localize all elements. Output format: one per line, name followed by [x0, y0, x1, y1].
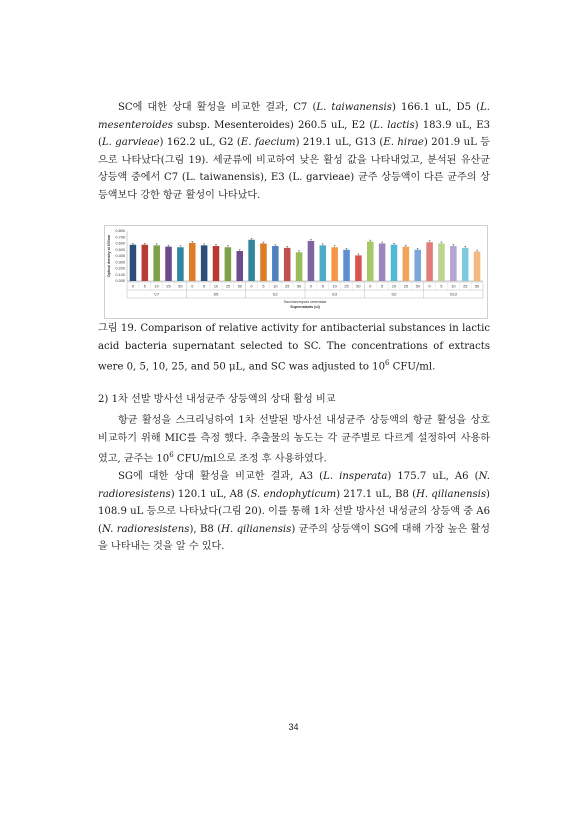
- bar-E2-0: [248, 240, 255, 281]
- text-run: ) 183.9 uL, E3 (: [98, 119, 490, 149]
- x-tick-label: 5: [381, 284, 384, 289]
- group-label-C7: C7: [154, 292, 160, 297]
- chart-subtitle: Saccharomyces cerevisiae: [283, 300, 327, 304]
- bar-C7-5: [142, 245, 149, 281]
- bar-E2-5: [260, 244, 267, 282]
- y-tick-label: 0.000: [115, 279, 125, 284]
- x-tick-label: 5: [321, 284, 324, 289]
- x-tick-label: 50: [178, 284, 183, 289]
- x-tick-label: 0: [250, 284, 253, 289]
- x-tick-label: 10: [213, 284, 219, 289]
- species-name: L. taiwanensis: [316, 102, 392, 113]
- x-tick-label: 25: [403, 284, 408, 289]
- bar-D5-25: [225, 247, 232, 281]
- x-tick-label: 25: [225, 284, 230, 289]
- bar-C7-10: [153, 245, 160, 281]
- species-name: H. qilianensis: [416, 488, 487, 500]
- bar-E3-10: [331, 247, 338, 281]
- bar-C7-25: [165, 247, 172, 281]
- x-tick-label: 5: [440, 284, 443, 289]
- bar-D5-10: [213, 246, 220, 281]
- x-tick-label: 25: [166, 284, 171, 289]
- x-tick-label: 0: [369, 284, 372, 289]
- x-tick-label: 10: [451, 284, 456, 289]
- species-name: L. lactis: [373, 119, 415, 131]
- x-tick-label: 25: [344, 284, 349, 289]
- group-label-G2: G2: [391, 292, 397, 297]
- x-tick-label: 0: [309, 284, 312, 289]
- bar-G13-10: [450, 246, 457, 281]
- text-run: ) 120.1 uL, A8 (: [170, 488, 251, 500]
- bar-D5-50: [236, 251, 243, 281]
- bar-D5-5: [201, 245, 208, 281]
- bar-G2-5: [379, 244, 386, 282]
- bar-G13-50: [474, 252, 481, 281]
- x-tick-label: 10: [332, 284, 337, 289]
- species-name: S. endophyticum: [250, 488, 337, 500]
- caption-text: CFU/ml.: [389, 361, 436, 373]
- x-tick-label: 5: [262, 284, 265, 289]
- mic-paragraph: [98, 412, 490, 468]
- x-tick-label: 5: [203, 284, 206, 289]
- page-number: 34: [288, 722, 299, 732]
- bar-G13-25: [462, 248, 469, 281]
- x-tick-label: 10: [391, 284, 397, 289]
- section-heading: 2) 1차 선발 방사선 내성균주 상등액의 상대 활성 비교: [98, 394, 336, 405]
- x-tick-label: 0: [428, 284, 431, 289]
- bar-G13-5: [438, 244, 445, 282]
- text-run: ) 균주의 상등액이 SG에 대해 가장 높은 활성을 나타내는 것을 알 수 있다.: [98, 523, 490, 553]
- text-run: ) 166.1 uL, D5 (: [391, 102, 481, 113]
- text-run: 항균 활성을 스크리닝하여 1차 선발된 방사선 내성균주 상등액의 항균 활성을 상호 비교하기 위해 MIC를 측정 했다. 추출물의 농도는 각 균주별로 다르게 설정하여 사용하였고, 균주는 10: [98, 415, 490, 465]
- results-paragraph-sc: [98, 99, 490, 205]
- y-tick-label: 0.400: [115, 254, 125, 259]
- y-tick-label: 0.200: [115, 266, 125, 271]
- species-name: L. garvieae: [101, 137, 160, 149]
- text-run: ) 201.9 uL 등으로 나타났다(그림 19). 세균류에 비교하여 낮은 활성 값을 나타내었고, 분석된 유산균 상등액 중에서 C7 (L. taiwanensis), E3 (L. garvieae) 균주 상등액이 다른 균주의 상등액보다 강한 항균 활성이 나타났다.: [98, 137, 490, 201]
- group-label-E2: E2: [273, 292, 278, 297]
- text-run: ) 219.1 uL, G13 (: [295, 137, 384, 149]
- species-name: E. hirae: [383, 137, 424, 149]
- x-tick-label: 50: [296, 284, 302, 289]
- x-tick-label: 5: [143, 284, 146, 289]
- x-tick-label: 50: [356, 284, 361, 289]
- text-run: subsp. Mesenteroides) 260.5 uL, E2 (: [172, 119, 374, 131]
- species-name: L. insperata: [323, 471, 388, 482]
- figure-19-caption: [98, 320, 490, 376]
- species-name: H. qilianensis: [221, 523, 292, 535]
- text-run: ), B8 (: [189, 523, 222, 535]
- text-run: ) 108.9 uL 등으로 나타났다(그림 20). 이를 통해 1차 선발 방사선 내성균의 상등액 중 A6 (: [98, 488, 490, 535]
- bar-E3-25: [343, 250, 350, 281]
- group-label-G13: G13: [449, 292, 457, 297]
- caption-superscript: 6: [385, 359, 390, 368]
- text-run: CFU/ml으로 조정 후 사용하였다.: [173, 453, 327, 465]
- x-tick-label: 25: [463, 284, 468, 289]
- text-run: SG에 대한 상대 활성을 비교한 결과, A3 (: [118, 471, 324, 482]
- y-tick-label: 0.800: [115, 229, 125, 234]
- y-tick-label: 0.300: [115, 260, 125, 265]
- bar-E2-10: [272, 246, 279, 281]
- bar-E2-50: [296, 252, 303, 281]
- bar-G2-50: [414, 250, 421, 281]
- bar-D5-0: [189, 243, 196, 281]
- text-run: ) 175.7 uL, A6 (: [387, 471, 479, 482]
- x-tick-label: 25: [285, 284, 290, 289]
- bar-E2-25: [284, 248, 291, 281]
- bar-G13-0: [426, 242, 433, 281]
- bar-G2-25: [403, 247, 410, 281]
- results-paragraph-sg: [98, 468, 490, 556]
- y-tick-label: 0.700: [115, 235, 125, 240]
- text-run: ) 217.1 uL, B8 (: [336, 488, 417, 500]
- figure-19-bar-chart: [104, 225, 488, 319]
- x-tick-label: 0: [131, 284, 134, 289]
- superscript: 6: [169, 451, 174, 460]
- text-run: ) 162.2 uL, G2 (: [159, 137, 241, 149]
- chart-svg: [105, 226, 487, 318]
- group-label-E3: E3: [332, 292, 337, 297]
- x-tick-label: 10: [154, 284, 159, 289]
- x-tick-label: 0: [191, 284, 194, 289]
- bar-G2-0: [367, 242, 374, 281]
- y-tick-label: 0.500: [115, 247, 125, 252]
- y-tick-label: 0.600: [115, 241, 125, 246]
- bar-C7-0: [130, 245, 137, 281]
- bar-E3-0: [308, 241, 315, 281]
- text-run: SC에 대한 상대 활성을 비교한 결과, C7 (: [118, 102, 317, 113]
- y-axis-label: Optical density at 600nm: [107, 234, 111, 278]
- bar-C7-50: [177, 247, 184, 281]
- y-tick-label: 0.100: [115, 272, 125, 277]
- species-name: N. radioresistens: [101, 523, 190, 535]
- species-name: L. mesenteroides: [98, 102, 490, 131]
- bar-G2-10: [391, 245, 398, 281]
- caption-text: 그림 19. Comparison of relative activity for antibacterial substances in lactic acid bacteria supernatant selected to SC. The concentrations of extracts were 0, 5, 10, 25, and 50 μL, and SC was adjusted to 10: [98, 323, 490, 373]
- bar-E3-5: [320, 245, 327, 281]
- bar-E3-50: [355, 255, 362, 281]
- species-name: N. radioresistens: [98, 471, 490, 500]
- group-label-D5: D5: [213, 292, 219, 297]
- x-tick-label: 50: [474, 284, 480, 289]
- species-name: E. faecium: [240, 137, 296, 149]
- x-tick-label: 50: [415, 284, 420, 289]
- x-tick-label: 50: [237, 284, 242, 289]
- x-axis-label: Supernatants (ul): [290, 305, 320, 309]
- x-tick-label: 10: [273, 284, 278, 289]
